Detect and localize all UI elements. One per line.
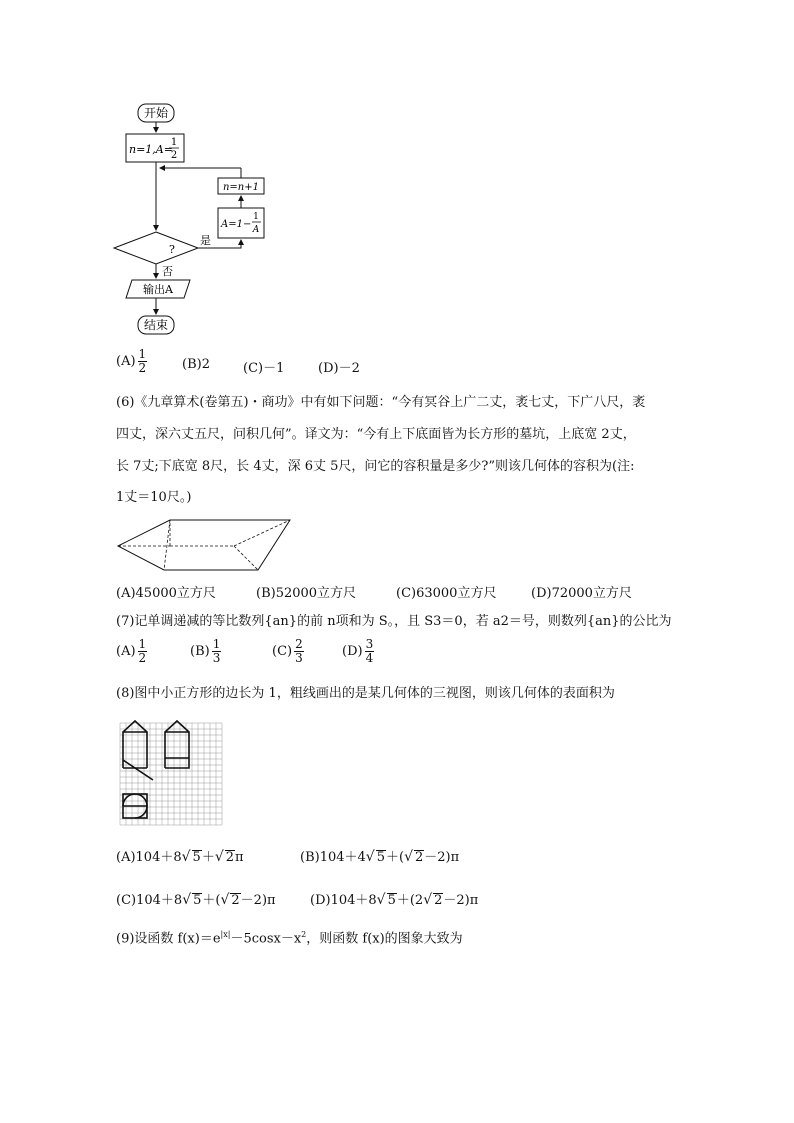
q8-c-pre: (C)104＋8 — [116, 893, 183, 908]
end-label: 结束 — [143, 318, 169, 332]
q6-line-4: 1丈＝10尺。) — [116, 490, 192, 505]
q9-exponent-2: 2 — [301, 930, 307, 939]
q8-b-radicand-1: 5 — [376, 850, 385, 865]
q7-option-d-frac — [365, 638, 375, 665]
frac-den: 2 — [138, 361, 147, 375]
q8-a-radicand-1: 5 — [192, 850, 201, 865]
q8-c-radicand-1: 5 — [193, 893, 202, 908]
q5-option-c: (C)－1 — [243, 361, 285, 376]
q7-option-a-label: (A) — [116, 644, 136, 659]
q8-b-pre: (B)104＋4 — [300, 850, 366, 865]
frac-num: 2 — [295, 637, 303, 651]
sqrt-icon: √ — [365, 849, 375, 865]
q7-option-a — [116, 638, 149, 665]
q5-option-b: (B)2 — [182, 357, 210, 372]
flowchart — [110, 98, 300, 343]
q8-option-c — [116, 889, 276, 908]
q8-option-d — [310, 889, 478, 908]
q9-text-mid: －5cosx－x — [230, 931, 302, 947]
q7-option-c-label: (C) — [272, 644, 293, 659]
q5-option-a — [116, 348, 149, 375]
frac-den: 3 — [212, 651, 221, 665]
assign-label: A=1− — [221, 219, 252, 230]
init-label: n=1,A= — [129, 143, 173, 156]
q9-text — [116, 926, 463, 948]
init-frac-den: 2 — [170, 150, 178, 161]
q8-c-radicand-2: 2 — [231, 893, 240, 908]
increment-label: n=n+1 — [222, 182, 260, 193]
sqrt-icon: √ — [182, 892, 192, 908]
frac-den: 3 — [295, 651, 303, 665]
q5-option-a-label: (A) — [116, 354, 136, 369]
no-label: 否 — [162, 265, 173, 278]
sqrt-icon: √ — [376, 892, 386, 908]
q8-option-b — [300, 846, 459, 865]
sqrt-icon: √ — [220, 892, 230, 908]
q6-line-2: 四丈，深六丈五尺，问积几何”。译文为：“今有上下底面皆为长方形的墓坑，上底宽 2丈， — [116, 427, 636, 442]
q7-option-d-label: (D) — [342, 644, 363, 659]
q8-a-mid: ＋ — [201, 850, 215, 865]
frac-num: 1 — [138, 637, 147, 651]
condition-label: ? — [169, 243, 175, 256]
q5-option-d: (D)－2 — [318, 361, 360, 376]
q7-text: (7)记单调递减的等比数列{an}的前 n项和为 S。，且 S3＝0，若 a2＝号，则数列{an}的公比为 — [116, 614, 672, 629]
q7-option-b — [190, 638, 223, 665]
q5-option-a-frac — [138, 348, 148, 375]
q9-text-pre: (9)设函数 f(x)＝e — [116, 931, 221, 947]
q7-option-d — [342, 638, 376, 665]
q8-d-pre: (D)104＋8 — [310, 893, 377, 908]
q8-b-mid: ＋( — [385, 850, 405, 865]
q8-d-post: －2)π — [443, 893, 479, 908]
output-label: 输出A — [143, 283, 173, 296]
q8-d-radicand-2: 2 — [434, 893, 443, 908]
assign-frac-num: 1 — [253, 212, 259, 222]
q9-exponent: |x| — [220, 930, 231, 939]
condition-node — [114, 232, 198, 264]
q6-option-a: (A)45000立方尺 — [116, 586, 216, 601]
q8-c-mid: ＋( — [202, 893, 221, 908]
frac-num: 1 — [212, 637, 221, 651]
sqrt-icon: √ — [181, 849, 191, 865]
q6-option-c: (C)63000立方尺 — [396, 586, 497, 601]
q8-a-post: π — [235, 850, 244, 865]
q8-c-post: －2)π — [240, 893, 276, 908]
q6-option-d: (D)72000立方尺 — [531, 586, 632, 601]
yes-label: 是 — [200, 234, 211, 247]
q6-line-1: (6)《九章算术(卷第五)・商功》中有如下问题：“今有冥谷上广二丈，袤七丈，下广八尺，袤 — [116, 395, 646, 410]
q7-option-b-label: (B) — [190, 644, 210, 659]
frustum-figure — [114, 512, 294, 574]
q6-line-3: 长 7丈;下底宽 8尺，长 4丈，深 6丈 5尺，问它的容积量是多少?”则该几何体的容积为(注: — [116, 459, 635, 474]
assign-frac-den: A — [252, 225, 260, 235]
q7-option-c — [272, 638, 306, 665]
q8-a-pre: (A)104＋8 — [116, 850, 182, 865]
frac-den: 2 — [138, 651, 147, 665]
q8-d-mid: ＋(2 — [396, 893, 424, 908]
q9-text-post: ，则函数 f(x)的图象大致为 — [306, 931, 463, 947]
frac-den: 4 — [365, 651, 374, 665]
q8-text: (8)图中小正方形的边长为 1，粗线画出的是某几何体的三视图，则该几何体的表面积为 — [116, 686, 615, 701]
init-frac-num: 1 — [170, 137, 178, 148]
q8-b-post: －2)π — [424, 850, 460, 865]
sqrt-icon: √ — [404, 849, 413, 865]
start-label: 开始 — [143, 106, 169, 120]
q8-a-radicand-2: 2 — [225, 850, 235, 865]
frac-num: 1 — [138, 347, 147, 361]
q7-option-a-frac — [138, 638, 148, 665]
q8-b-radicand-2: 2 — [414, 850, 424, 865]
q8-d-radicand-1: 5 — [387, 893, 396, 908]
three-view-grid-figure — [115, 718, 225, 830]
q8-option-a — [116, 846, 244, 865]
frac-num: 3 — [365, 637, 374, 651]
q7-option-b-frac — [212, 638, 222, 665]
sqrt-icon: √ — [423, 892, 433, 908]
sqrt-icon: √ — [214, 849, 224, 865]
q6-option-b: (B)52000立方尺 — [256, 586, 357, 601]
q7-option-c-frac — [294, 638, 304, 665]
